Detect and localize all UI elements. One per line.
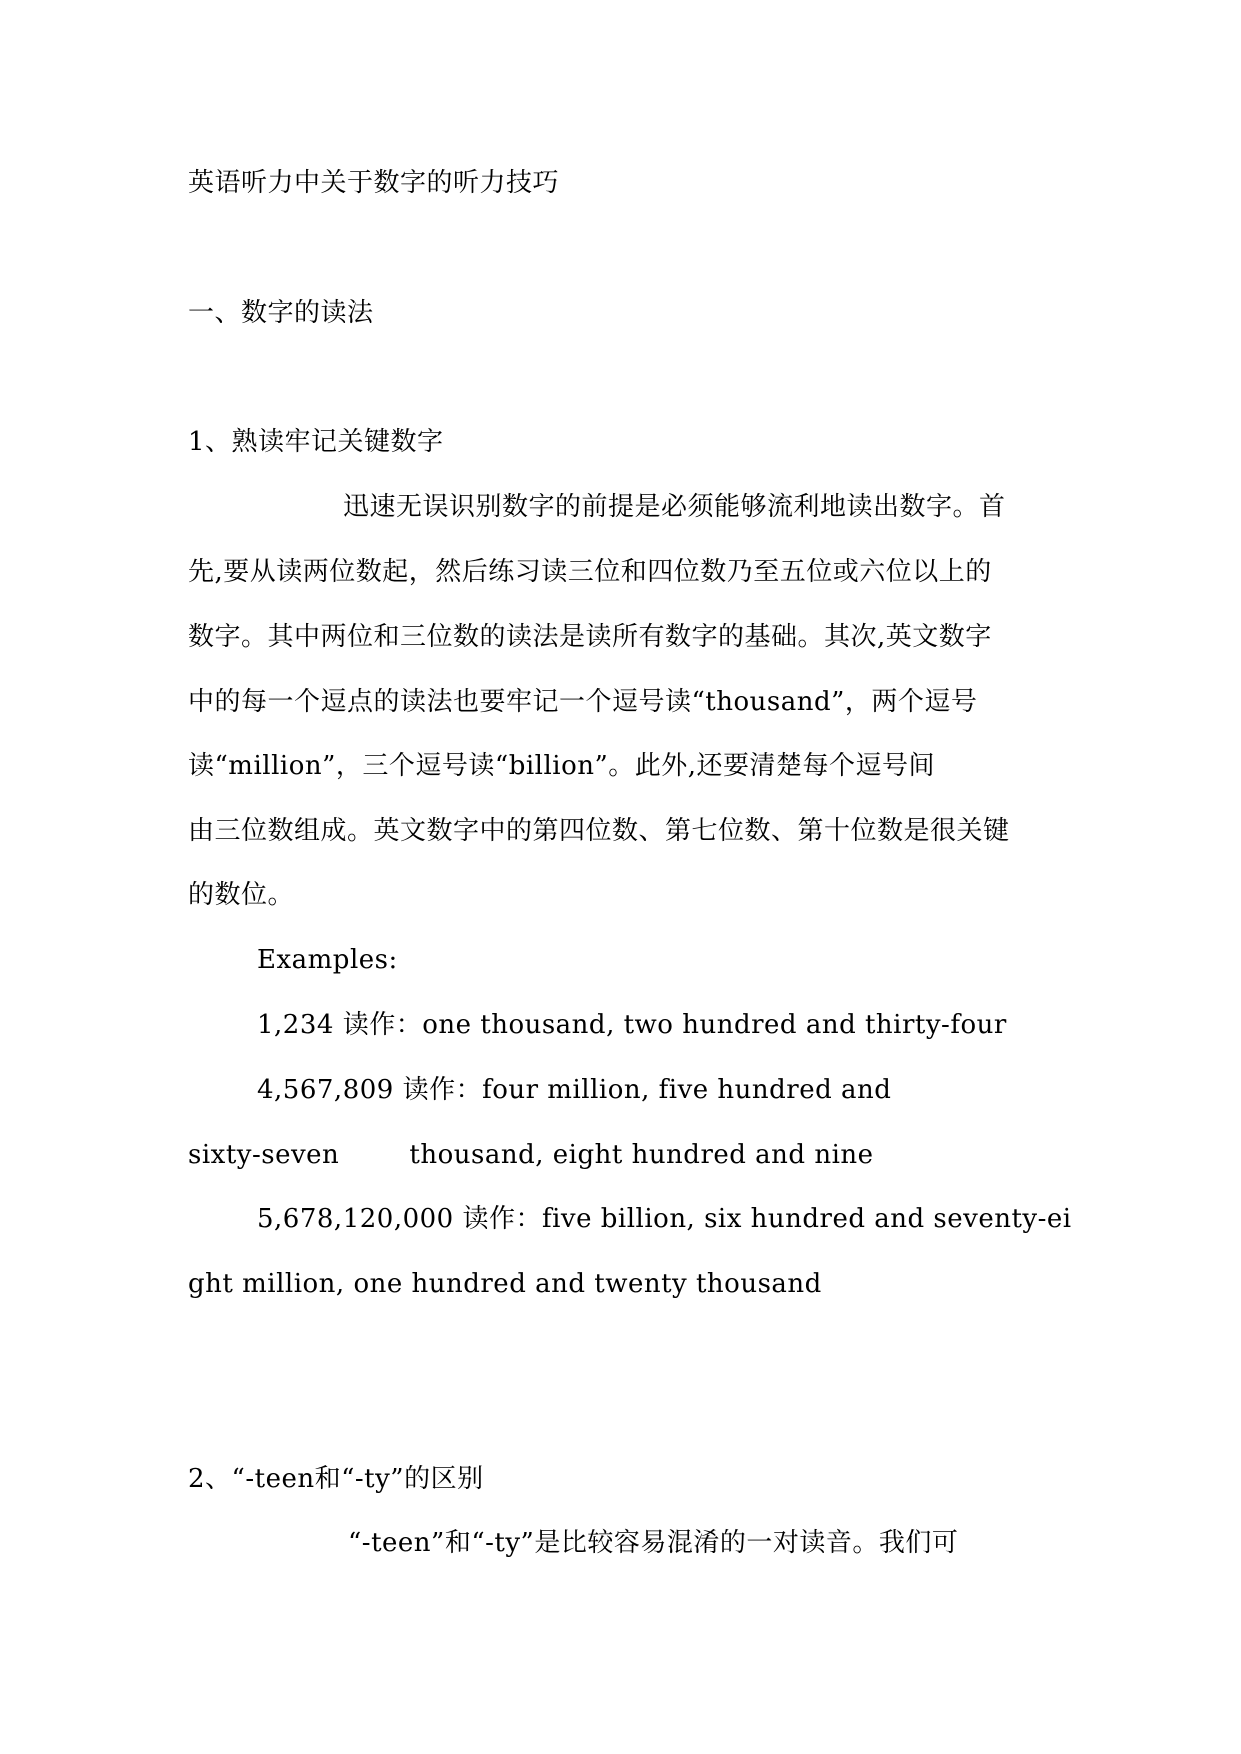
examples-label: Examples: [257, 945, 398, 975]
example-line: 5,678,120,000 读作：five billion, six hundred and seventy-ei [257, 1204, 1072, 1234]
paragraph-line: 中的每一个逗点的读法也要牢记一个逗号读“thousand”，两个逗号 [188, 687, 978, 717]
example-line: 1,234 读作：one thousand, two hundred and thirty-four [257, 1010, 1007, 1040]
section-heading-number-reading: 一、数字的读法 [188, 298, 374, 328]
paragraph-line: 读“million”，三个逗号读“billion”。此外,还要清楚每个逗号间 [188, 751, 936, 781]
example-line: sixty-seven thousand, eight hundred and nine [188, 1140, 874, 1170]
paragraph-line: 数字。其中两位和三位数的读法是读所有数字的基础。其次,英文数字 [188, 622, 992, 652]
paragraph-line: 由三位数组成。英文数字中的第四位数、第七位数、第十位数是很关键 [188, 816, 1010, 846]
document-title: 英语听力中关于数字的听力技巧 [188, 168, 560, 198]
paragraph-line: 的数位。 [188, 880, 295, 910]
subsection-heading-key-numbers: 1、熟读牢记关键数字 [188, 427, 444, 457]
subsection-heading-teen-vs-ty: 2、“-teen和“-ty”的区别 [188, 1464, 484, 1494]
paragraph-line: 迅速无误识别数字的前提是必须能够流利地读出数字。首 [343, 492, 1006, 522]
example-line: 4,567,809 读作：four million, five hundred and [257, 1075, 892, 1105]
paragraph-line: “-teen”和“-ty”是比较容易混淆的一对读音。我们可 [348, 1528, 959, 1558]
example-line: ght million, one hundred and twenty thousand [188, 1269, 822, 1299]
paragraph-line: 先,要从读两位数起，然后练习读三位和四位数乃至五位或六位以上的 [188, 557, 992, 587]
